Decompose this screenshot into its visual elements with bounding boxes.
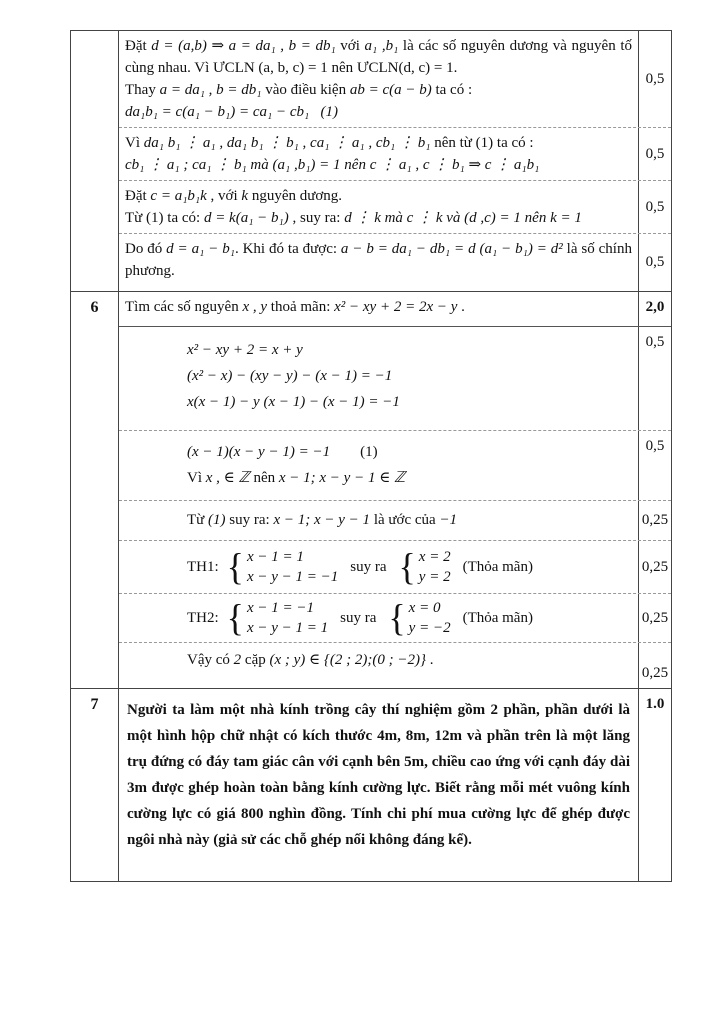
solution-content xyxy=(119,501,638,540)
system-brace: { xyxy=(226,596,244,639)
solution-content xyxy=(119,431,638,500)
points-cell: 0,5 xyxy=(638,234,671,291)
conclusion-row xyxy=(119,642,671,688)
equation: x − 1 = 1 xyxy=(246,549,304,565)
solution-system xyxy=(409,598,451,638)
solution-row xyxy=(119,500,671,540)
solution-rows xyxy=(119,689,671,881)
points-cell: 0,5 xyxy=(638,128,671,180)
question-5-solution-block xyxy=(71,31,671,291)
points-cell: 0,5 xyxy=(638,31,671,127)
solution-system xyxy=(419,547,451,587)
equation: x = 0 xyxy=(408,600,441,616)
solution-row xyxy=(119,326,671,430)
conclusion-text: Vậy có 2 cặp (x ; y) ∈ {(2 ; 2);(0 ; −2)} . xyxy=(187,652,434,668)
case-line xyxy=(125,598,632,638)
solution-content xyxy=(119,327,638,430)
formula-line: Từ (1) ta có: d = k(a₁ − b₁) , suy ra: d ⋮ k mà c ⋮ k và (d ,c) = 1 nên k = 1 xyxy=(125,210,582,226)
implies-text: suy ra xyxy=(340,610,377,626)
solution-row xyxy=(119,127,671,180)
points-cell: 1.0 xyxy=(638,689,671,881)
equation: y = 2 xyxy=(418,569,451,585)
solution-text: Vì x , ∈ ℤ nên x − 1; x − y − 1 ∈ ℤ xyxy=(187,470,406,486)
solution-text: Thay a = da₁ , b = db₁ vào điều kiện ab = c(a − b) ta có : xyxy=(125,82,473,98)
solution-content xyxy=(119,181,638,233)
case-note: (Thỏa mãn) xyxy=(462,559,533,575)
equation-system xyxy=(247,547,338,587)
conclusion-content xyxy=(119,643,638,688)
formula-line: (x − 1)(x − y − 1) = −1 (1) xyxy=(187,444,378,460)
question-7-block xyxy=(71,688,671,881)
question-statement xyxy=(119,689,638,881)
question-statement xyxy=(119,292,638,326)
solution-text: Từ (1) suy ra: x − 1; x − y − 1 là ước của −1 xyxy=(187,512,458,528)
equation: x = 2 xyxy=(418,549,451,565)
question-number-cell xyxy=(71,31,119,291)
case-content xyxy=(119,541,638,593)
equation: y = −2 xyxy=(408,620,451,636)
points-cell: 2,0 xyxy=(638,292,671,326)
question-number-cell: 6 xyxy=(71,292,119,688)
grading-rubric-table xyxy=(70,30,672,882)
formula-line: (x² − x) − (xy − y) − (x − 1) = −1 xyxy=(187,368,393,384)
question-6-block xyxy=(71,291,671,688)
case-line xyxy=(125,547,632,587)
points-cell: 0,25 xyxy=(638,541,671,593)
question-statement-row xyxy=(119,292,671,326)
case-label: TH1: xyxy=(187,559,219,575)
question-number-cell: 7 xyxy=(71,689,119,881)
formula-line: cb₁ ⋮ a₁ ; ca₁ ⋮ b₁ mà (a₁ ,b₁) = 1 nên c ⋮ a₁ , c ⋮ b₁ ⇒ c ⋮ a₁b₁ xyxy=(125,157,540,173)
question-text: Người ta làm một nhà kính trồng cây thí nghiệm gồm 2 phần, phần dưới là một hình hộp chữ nhật có kích thước 4m, 8m, 12m và phần trên là một lăng trụ đứng có đáy tam giác cân với cạnh bên 5m, chiều cao ứng với cạnh đáy dài 3m được ghép hoàn toàn bằng kính cường lực. Biết rằng mỗi mét vuông kính cường lực có giá 800 nghìn đồng. Tính chi phí mua cường lực để ghép được ngôi nhà này (giả sử các chỗ ghép nối không đáng kể). xyxy=(127,702,630,848)
equation: x − y − 1 = −1 xyxy=(246,569,339,585)
solution-row xyxy=(119,31,671,127)
solution-row xyxy=(119,430,671,500)
formula-line: x(x − 1) − y (x − 1) − (x − 1) = −1 xyxy=(187,394,400,410)
case-row xyxy=(119,540,671,593)
solution-row xyxy=(119,180,671,233)
system-brace: { xyxy=(226,545,244,588)
points-cell: 0,5 xyxy=(638,327,671,430)
implies-text: suy ra xyxy=(350,559,387,575)
system-brace: { xyxy=(388,596,406,639)
solution-rows xyxy=(119,292,671,688)
solution-content xyxy=(119,128,638,180)
case-note: (Thỏa mãn) xyxy=(462,610,533,626)
equation-system xyxy=(247,598,328,638)
points-cell: 0,25 xyxy=(638,594,671,642)
solution-row xyxy=(119,233,671,291)
points-cell: 0,25 xyxy=(638,501,671,540)
case-row xyxy=(119,593,671,642)
system-brace: { xyxy=(398,545,416,588)
solution-content xyxy=(119,31,638,127)
points-cell: 0,5 xyxy=(638,431,671,500)
points-cell: 0,25 xyxy=(638,643,671,688)
solution-content xyxy=(119,234,638,291)
solution-text: Vì da₁ b₁ ⋮ a₁ , da₁ b₁ ⋮ b₁ , ca₁ ⋮ a₁ , cb₁ ⋮ b₁ nên từ (1) ta có : xyxy=(125,135,534,151)
solution-text: Đặt d = (a,b) ⇒ a = da₁ , b = db₁ với a₁ ,b₁ là các số nguyên dương và nguyên tố cùng nhau. Vì ƯCLN (a, b, c) = 1 nên ƯCLN(d, c) = 1. xyxy=(125,38,632,76)
solution-text: Do đó d = a₁ − b₁. Khi đó ta được: a − b = da₁ − db₁ = d (a₁ − b₁) = d² là số chính phương. xyxy=(125,241,632,279)
case-content xyxy=(119,594,638,642)
question-text: Tìm các số nguyên x , y thoả mãn: x² − xy + 2 = 2x − y . xyxy=(125,299,465,315)
points-cell: 0,5 xyxy=(638,181,671,233)
solution-text: Đặt c = a₁b₁k , với k nguyên dương. xyxy=(125,188,343,204)
formula-line: da₁b₁ = c(a₁ − b₁) = ca₁ − cb₁ (1) xyxy=(125,104,338,120)
question-statement-row xyxy=(119,689,671,881)
solution-rows xyxy=(119,31,671,291)
formula-line: x² − xy + 2 = x + y xyxy=(187,342,303,358)
equation: x − 1 = −1 xyxy=(246,600,314,616)
case-label: TH2: xyxy=(187,610,219,626)
equation: x − y − 1 = 1 xyxy=(246,620,329,636)
